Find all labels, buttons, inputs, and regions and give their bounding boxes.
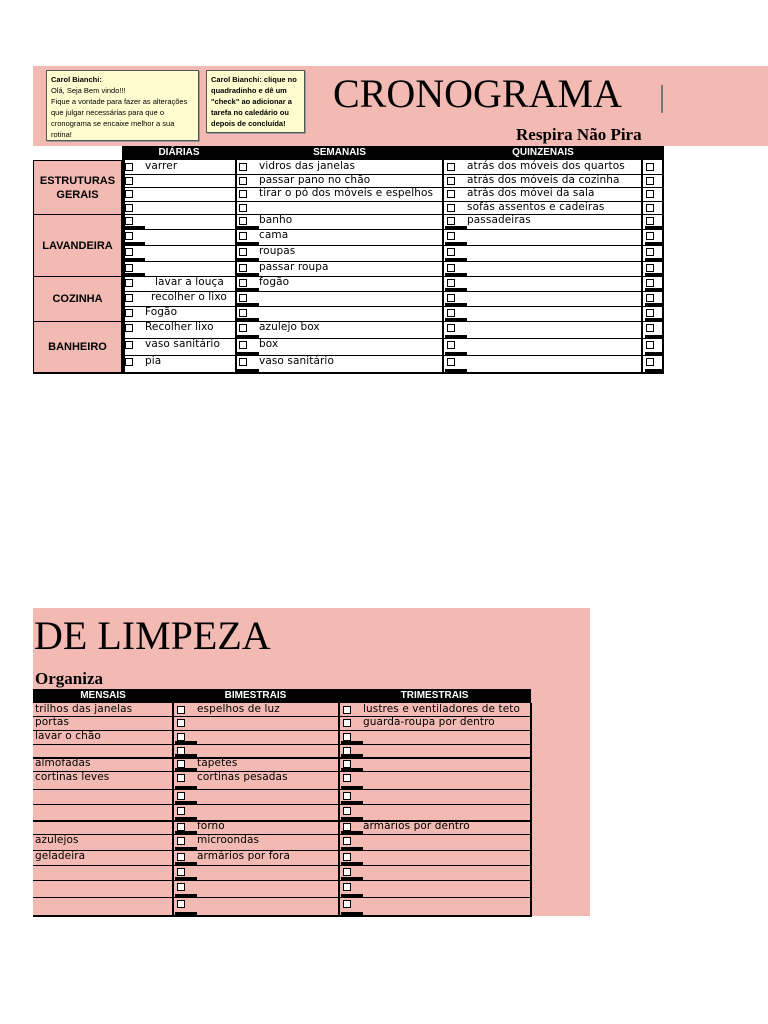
cell-underline-stub [175, 847, 197, 850]
cell-underline-stub [341, 877, 363, 880]
task-diarias: pia [145, 355, 162, 367]
row-line [174, 730, 338, 731]
checkbox[interactable] [239, 248, 247, 256]
checkbox[interactable] [239, 309, 247, 317]
cell-underline-stub [645, 318, 662, 321]
cell-underline-stub [341, 741, 363, 744]
task-semanais: banho [259, 214, 293, 226]
checkbox[interactable] [447, 264, 455, 272]
cell-underline-stub [175, 768, 197, 771]
row-line [340, 897, 530, 898]
checkbox[interactable] [447, 358, 455, 366]
row-line [643, 245, 662, 246]
column-header-semanais: SEMANAIS [313, 147, 366, 158]
task-quinzenais: atrás dos móveis da cozinha [467, 174, 620, 186]
cell-underline-stub [645, 335, 662, 338]
checkbox[interactable] [447, 217, 455, 225]
title-cursor-mark [661, 85, 663, 113]
checkbox[interactable] [125, 358, 133, 366]
checkbox[interactable] [177, 868, 185, 876]
row-line [174, 915, 338, 916]
checkbox[interactable] [239, 358, 247, 366]
row-line [444, 245, 641, 246]
checkbox[interactable] [343, 823, 351, 831]
cell-underline-stub [123, 258, 145, 261]
cell-underline-stub [175, 894, 197, 897]
task-mensais: geladeira [35, 850, 86, 862]
page-title-de-limpeza: DE LIMPEZA [34, 613, 271, 658]
checkbox[interactable] [125, 204, 133, 212]
row-line [444, 338, 641, 339]
checkbox[interactable] [177, 774, 185, 782]
checkbox[interactable] [177, 807, 185, 815]
checkbox[interactable] [125, 163, 133, 171]
category-cell-2: COZINHA [33, 276, 122, 322]
cell-underline-stub [341, 912, 363, 915]
row-line [236, 201, 442, 202]
checkbox[interactable] [447, 324, 455, 332]
checkbox[interactable] [239, 279, 247, 287]
task-semanais: passar pano no chão [259, 174, 371, 186]
checkbox[interactable] [177, 853, 185, 861]
cell-underline-stub [645, 242, 662, 245]
checkbox[interactable] [239, 324, 247, 332]
row-line [643, 372, 662, 373]
cell-underline-stub [175, 801, 197, 804]
checkbox[interactable] [646, 204, 654, 212]
page-subtitle-organiza: Organiza [35, 669, 103, 688]
row-line [33, 804, 172, 805]
checkbox[interactable] [343, 868, 351, 876]
checkbox[interactable] [447, 190, 455, 198]
row-line [122, 229, 235, 230]
cell-underline-stub [445, 226, 467, 229]
checkbox[interactable] [239, 177, 247, 185]
column-divider [530, 703, 532, 916]
checkbox[interactable] [343, 719, 351, 727]
comment-note-check [206, 70, 305, 133]
column-divider [641, 160, 643, 373]
checkbox[interactable] [343, 760, 351, 768]
checkbox[interactable] [343, 792, 351, 800]
cell-underline-stub [237, 369, 259, 372]
row-line [33, 897, 172, 898]
row-line [236, 291, 442, 292]
row-line [174, 865, 338, 866]
task-quinzenais: atrás dos móveis dos quartos [467, 160, 625, 172]
cell-underline-stub [237, 273, 259, 276]
cell-underline-stub [645, 273, 662, 276]
row-line [643, 291, 662, 292]
checkbox[interactable] [646, 248, 654, 256]
task-mensais: lavar o chão [35, 730, 101, 742]
cell-underline-stub [123, 226, 145, 229]
task-bimestrais: armários por fora [197, 850, 291, 862]
page-title-cronograma: CRONOGRAMA [333, 74, 622, 114]
checkbox[interactable] [343, 774, 351, 782]
row-line [643, 187, 662, 188]
checkbox[interactable] [646, 177, 654, 185]
task-semanais: vaso sanitário [259, 355, 334, 367]
task-quinzenais: passadeiras [467, 214, 531, 226]
task-mensais: azulejos [35, 834, 79, 846]
cell-underline-stub [341, 786, 363, 789]
checkbox[interactable] [177, 760, 185, 768]
row-line [174, 880, 338, 881]
checkbox[interactable] [125, 217, 133, 225]
row-line [340, 834, 530, 835]
row-line [122, 187, 235, 188]
checkbox[interactable] [177, 719, 185, 727]
task-semanais: cama [259, 229, 289, 241]
checkbox[interactable] [646, 341, 654, 349]
task-mensais: portas [35, 716, 70, 728]
checkbox[interactable] [343, 837, 351, 845]
checkbox[interactable] [177, 706, 185, 714]
row-line [340, 789, 530, 790]
cell-underline-stub [237, 318, 259, 321]
checkbox[interactable] [177, 900, 185, 908]
cell-underline-stub [175, 741, 197, 744]
cell-underline-stub [645, 288, 662, 291]
task-diarias: Recolher lixo [145, 321, 214, 333]
checkbox[interactable] [646, 279, 654, 287]
row-line [122, 245, 235, 246]
cell-underline-stub [445, 318, 467, 321]
row-line [122, 261, 235, 262]
task-trimestrais: armários por dentro [363, 820, 470, 832]
task-trimestrais: guarda-roupa por dentro [363, 716, 495, 728]
checkbox[interactable] [177, 733, 185, 741]
cell-underline-stub [175, 877, 197, 880]
checkbox[interactable] [125, 324, 133, 332]
row-line [444, 229, 641, 230]
task-quinzenais: atrás dos móvei da sala [467, 187, 595, 199]
cell-underline-stub [175, 786, 197, 789]
cell-underline-stub [341, 817, 363, 820]
row-line [174, 716, 338, 717]
row-line [340, 730, 530, 731]
row-line [444, 306, 641, 307]
checkbox[interactable] [177, 837, 185, 845]
task-diarias: Fogão [145, 306, 178, 318]
cell-underline-stub [445, 258, 467, 261]
row-line [340, 850, 530, 851]
row-line [33, 880, 172, 881]
column-header-trimestrais: TRIMESTRAIS [400, 690, 469, 701]
checkbox[interactable] [447, 294, 455, 302]
checkbox[interactable] [239, 264, 247, 272]
task-mensais: cortinas leves [35, 771, 110, 783]
row-line [122, 372, 235, 373]
row-line [122, 214, 235, 215]
row-line [444, 372, 641, 373]
comment-note-welcome [46, 70, 199, 141]
category-cell-3: BANHEIRO [33, 321, 122, 373]
row-line [643, 321, 662, 322]
checkbox[interactable] [447, 204, 455, 212]
row-line [340, 865, 530, 866]
task-semanais: roupas [259, 245, 296, 257]
column-header-mensais: MENSAIS [80, 690, 126, 701]
cell-underline-stub [237, 352, 259, 355]
row-line [33, 915, 172, 916]
checkbox[interactable] [343, 853, 351, 861]
cell-underline-stub [237, 288, 259, 291]
task-bimestrais: microondas [197, 834, 260, 846]
column-header-bimestrais: BIMESTRAIS [224, 690, 287, 701]
cell-underline-stub [645, 303, 662, 306]
task-mensais: trilhos das janelas [35, 703, 133, 715]
checkbox[interactable] [177, 792, 185, 800]
checkbox[interactable] [239, 204, 247, 212]
cell-underline-stub [237, 303, 259, 306]
task-trimestrais: lustres e ventiladores de teto [363, 703, 521, 715]
cell-underline-stub [341, 894, 363, 897]
checkbox[interactable] [239, 190, 247, 198]
row-line [340, 771, 530, 772]
task-quinzenais: sofás assentos e cadeiras [467, 201, 605, 213]
row-line [444, 291, 641, 292]
checkbox[interactable] [125, 177, 133, 185]
checkbox[interactable] [447, 248, 455, 256]
checkbox[interactable] [343, 733, 351, 741]
row-line [340, 915, 530, 916]
cell-underline-stub [445, 335, 467, 338]
row-line [643, 338, 662, 339]
cell-underline-stub [175, 817, 197, 820]
row-line [643, 214, 662, 215]
row-line [643, 174, 662, 175]
checkbox[interactable] [646, 217, 654, 225]
task-bimestrais: tapetes [197, 757, 238, 769]
row-line [33, 789, 172, 790]
note-author: Carol Bianchi: [51, 75, 102, 84]
cell-underline-stub [341, 831, 363, 834]
row-line [444, 355, 641, 356]
cell-underline-stub [645, 258, 662, 261]
column-header-diarias: DIÁRIAS [158, 147, 200, 158]
task-diarias: lavar a louça [155, 276, 224, 288]
checkbox[interactable] [343, 883, 351, 891]
row-line [444, 321, 641, 322]
cell-underline-stub [445, 288, 467, 291]
row-line [444, 276, 641, 277]
row-line [643, 276, 662, 277]
checkbox[interactable] [646, 294, 654, 302]
category-cell-1: LAVANDEIRA [33, 214, 122, 277]
task-semanais: azulejo box [259, 321, 320, 333]
cell-underline-stub [341, 768, 363, 771]
note-text: Olá, Seja Bem vindo!!! Fique a vontade para fazer as alterações que julgar necessárias para que o cronograma se encaixe melhor a sua rotina! [51, 86, 188, 139]
checkbox[interactable] [239, 341, 247, 349]
cell-underline-stub [175, 754, 197, 757]
task-semanais: fogão [259, 276, 290, 288]
checkbox[interactable] [447, 232, 455, 240]
column-divider [172, 703, 174, 916]
row-line [340, 804, 530, 805]
checkbox[interactable] [125, 341, 133, 349]
task-semanais: tirar o pó dos móveis e espelhos [259, 187, 434, 199]
column-divider [338, 703, 340, 916]
cell-underline-stub [341, 847, 363, 850]
cell-underline-stub [175, 912, 197, 915]
checkbox[interactable] [646, 358, 654, 366]
cell-underline-stub [645, 369, 662, 372]
checkbox[interactable] [646, 309, 654, 317]
row-line [122, 306, 235, 307]
row-line [340, 880, 530, 881]
cell-underline-stub [237, 335, 259, 338]
cell-underline-stub [445, 273, 467, 276]
cell-underline-stub [445, 303, 467, 306]
checkbox[interactable] [447, 309, 455, 317]
cell-underline-stub [445, 352, 467, 355]
task-diarias: varrer [145, 160, 178, 172]
row-line [33, 865, 172, 866]
checkbox[interactable] [239, 217, 247, 225]
row-line [33, 820, 172, 821]
checkbox[interactable] [239, 163, 247, 171]
checkbox[interactable] [125, 279, 133, 287]
checkbox[interactable] [343, 706, 351, 714]
task-bimestrais: espelhos de luz [197, 703, 280, 715]
checkbox[interactable] [447, 163, 455, 171]
checkbox[interactable] [125, 232, 133, 240]
task-semanais: vidros das janelas [259, 160, 356, 172]
checkbox[interactable] [646, 163, 654, 171]
row-line [643, 355, 662, 356]
row-line [643, 261, 662, 262]
checkbox[interactable] [447, 279, 455, 287]
cell-underline-stub [341, 754, 363, 757]
checkbox[interactable] [646, 190, 654, 198]
task-bimestrais: forno [197, 820, 225, 832]
checkbox[interactable] [239, 294, 247, 302]
row-line [643, 201, 662, 202]
cell-underline-stub [645, 352, 662, 355]
cell-underline-stub [123, 242, 145, 245]
row-line [174, 789, 338, 790]
task-semanais: passar roupa [259, 261, 329, 273]
row-line [643, 306, 662, 307]
task-semanais: box [259, 338, 279, 350]
cell-underline-stub [237, 258, 259, 261]
cell-underline-stub [645, 226, 662, 229]
checkbox[interactable] [125, 190, 133, 198]
row-line [174, 897, 338, 898]
cell-underline-stub [237, 226, 259, 229]
checkbox[interactable] [177, 823, 185, 831]
column-header-quinzenais: QUINZENAIS [512, 147, 574, 158]
cell-underline-stub [341, 801, 363, 804]
row-line [236, 306, 442, 307]
cell-underline-stub [175, 831, 197, 834]
row-line [122, 355, 235, 356]
column-divider [235, 160, 237, 373]
category-cell-0: ESTRUTURAS GERAIS [33, 160, 122, 215]
checkbox[interactable] [239, 232, 247, 240]
checkbox[interactable] [447, 341, 455, 349]
row-line [236, 372, 442, 373]
checkbox[interactable] [646, 264, 654, 272]
column-divider [442, 160, 444, 373]
row-line [174, 804, 338, 805]
checkbox[interactable] [125, 248, 133, 256]
task-diarias: recolher o lixo [151, 291, 227, 303]
row-line [33, 744, 172, 745]
cell-underline-stub [341, 862, 363, 865]
column-divider [662, 160, 664, 373]
checkbox[interactable] [646, 232, 654, 240]
checkbox[interactable] [125, 264, 133, 272]
checkbox[interactable] [177, 883, 185, 891]
cell-underline-stub [445, 369, 467, 372]
cell-underline-stub [123, 273, 145, 276]
task-diarias: vaso sanitário [145, 338, 220, 350]
row-line [444, 261, 641, 262]
row-line [174, 744, 338, 745]
row-line [122, 201, 235, 202]
task-mensais: almofadas [35, 757, 91, 769]
note-text: Carol Bianchi: clique no quadradinho e dê um "check" ao adicionar a tarefa no caledário ou depois de concluída! [211, 75, 297, 128]
page-subtitle: Respira Não Pira [516, 125, 642, 144]
task-bimestrais: cortinas pesadas [197, 771, 288, 783]
checkbox[interactable] [343, 900, 351, 908]
cell-underline-stub [445, 242, 467, 245]
cell-underline-stub [175, 862, 197, 865]
row-line [122, 174, 235, 175]
checkbox[interactable] [646, 324, 654, 332]
checkbox[interactable] [447, 177, 455, 185]
checkbox[interactable] [125, 309, 133, 317]
cell-underline-stub [237, 242, 259, 245]
row-line [340, 757, 530, 758]
checkbox[interactable] [343, 807, 351, 815]
checkbox[interactable] [125, 294, 133, 302]
row-line [643, 229, 662, 230]
row-line [340, 744, 530, 745]
